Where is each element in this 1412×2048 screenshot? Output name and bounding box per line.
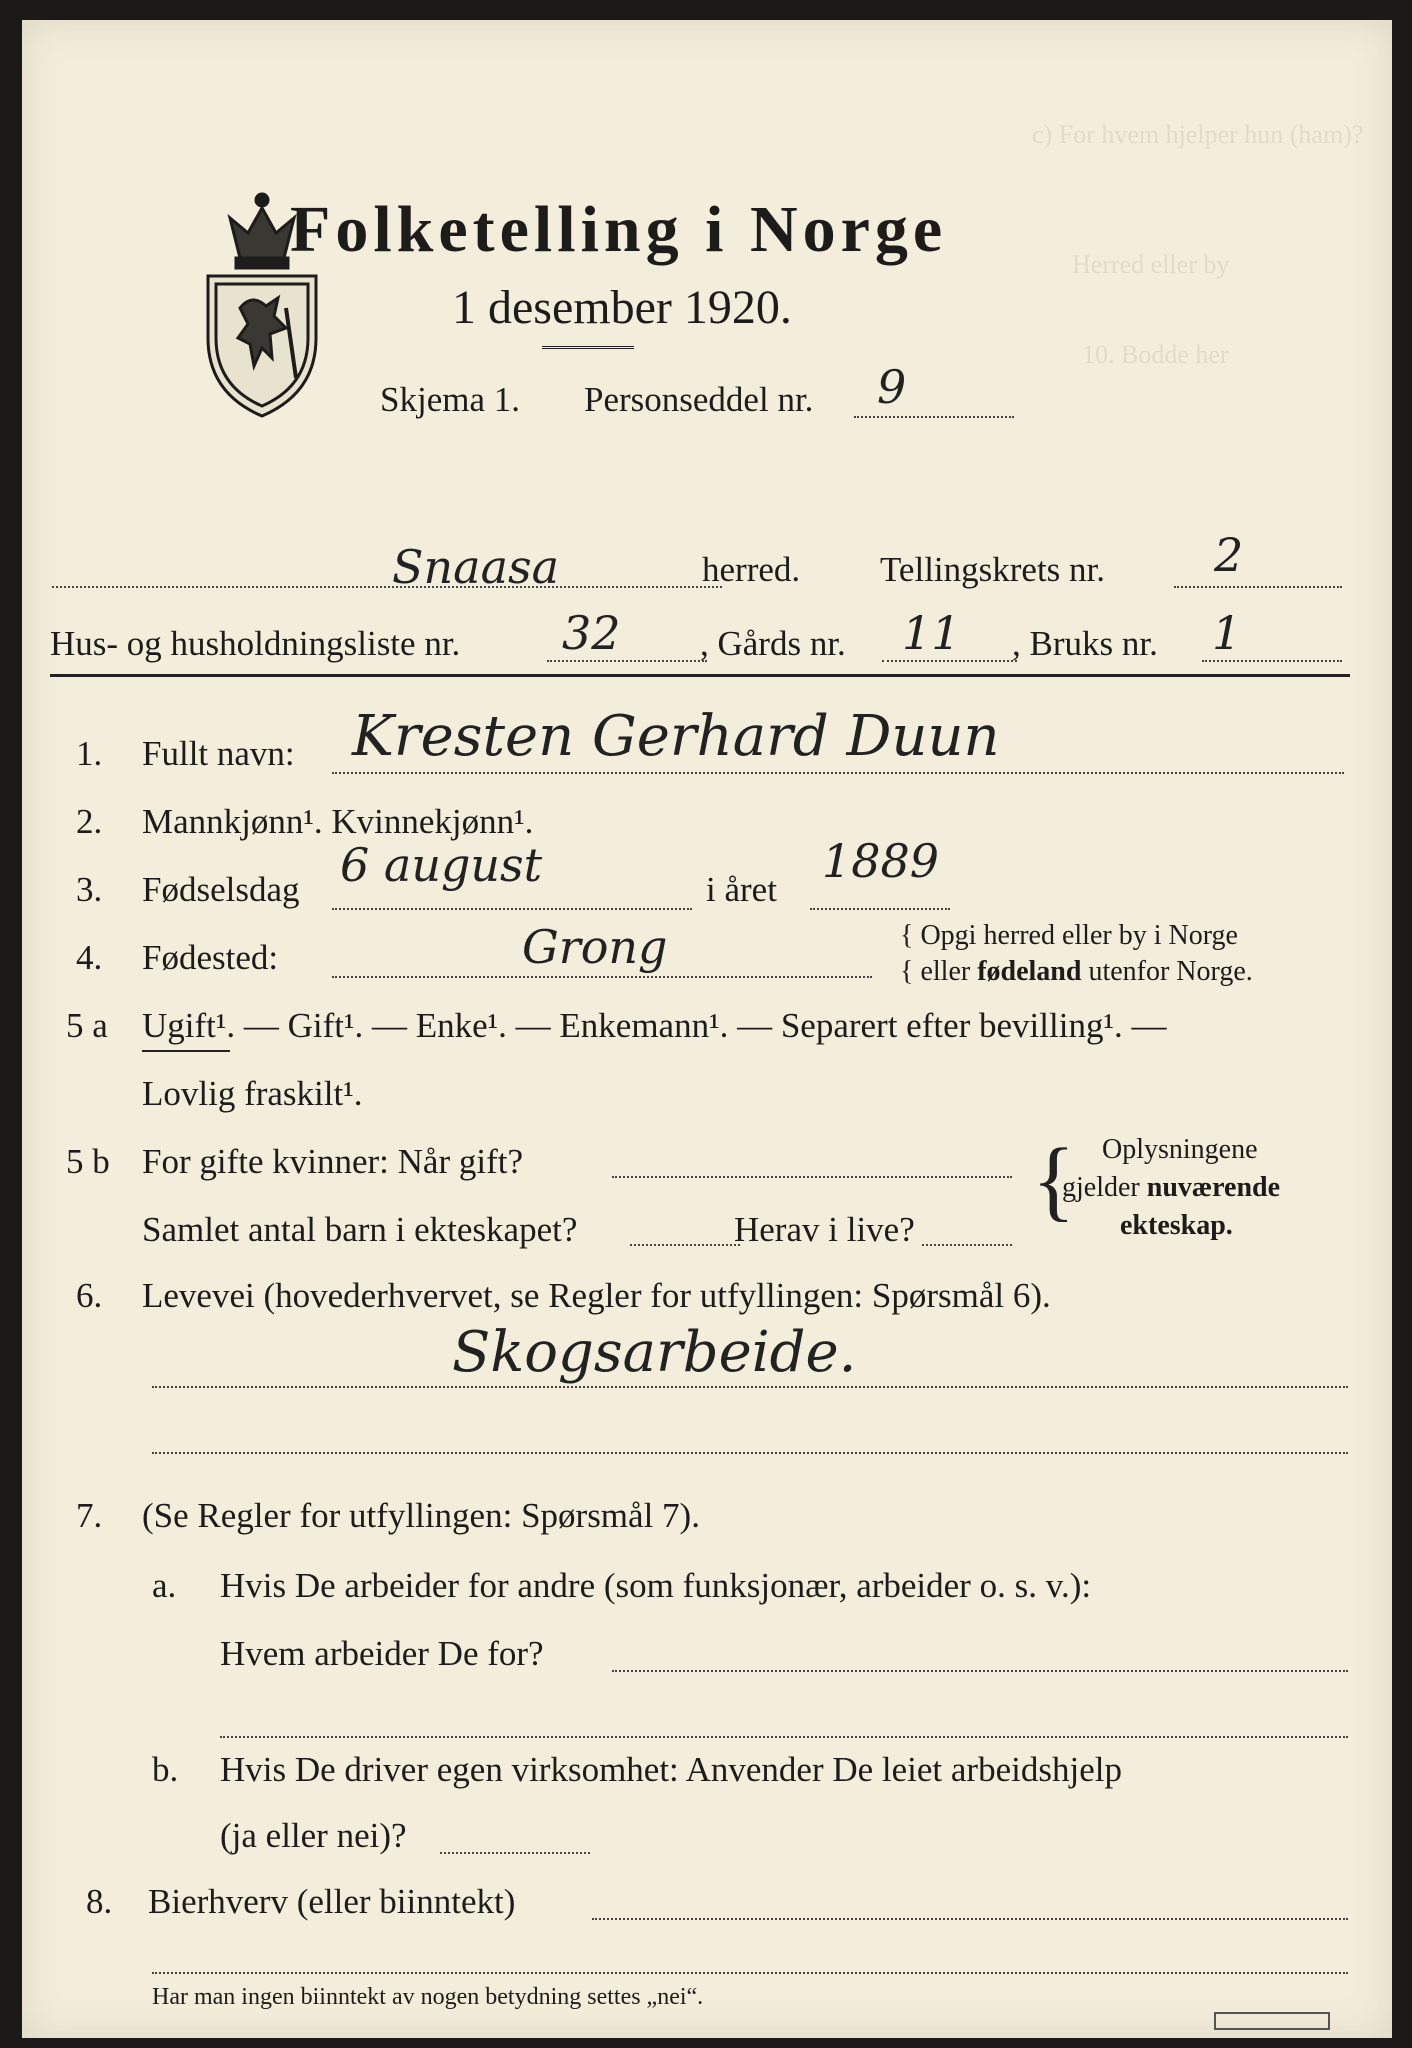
bruks-line xyxy=(1202,660,1342,662)
q5b-note2b: nuværende xyxy=(1146,1172,1281,1203)
personseddel-line xyxy=(854,416,1014,418)
q4-note-text1: Opgi herred eller by i Norge xyxy=(920,920,1238,951)
q5b-children-line xyxy=(630,1244,740,1246)
gards-value: 11 xyxy=(902,606,961,660)
q7-number: 7. xyxy=(76,1496,103,1535)
tellingskrets-value: 2 xyxy=(1214,528,1244,582)
herred-value: Snaasa xyxy=(392,540,560,594)
gards-line xyxy=(882,660,1017,662)
q7b-label: Hvis De driver egen virksomhet: Anvender De leiet arbeidshjelp xyxy=(220,1750,1122,1789)
q7-label: (Se Regler for utfyllingen: Spørsmål 7). xyxy=(142,1496,700,1535)
q8-line2 xyxy=(152,1972,1348,1974)
q5b-married-line xyxy=(612,1176,1012,1178)
footer-note: Har man ingen biinntekt av nogen betydning settes „nei“. xyxy=(152,1984,704,2010)
q4-note-line2: { eller fødeland utenfor Norge. xyxy=(900,956,1253,987)
hus-value: 32 xyxy=(562,606,621,660)
bruks-value: 1 xyxy=(1212,606,1242,660)
q5a-line1: Ugift¹. — Gift¹. — Enke¹. — Enkemann¹. — Separert efter bevilling¹. — xyxy=(142,1006,1167,1045)
q7a-sub: Hvem arbeider De for? xyxy=(220,1634,544,1673)
tellingskrets-line xyxy=(1174,586,1342,588)
q3-year-value: 1889 xyxy=(822,834,940,888)
q4-number: 4. xyxy=(76,938,103,977)
header-rule xyxy=(50,674,1350,677)
q1-label: Fullt navn: xyxy=(142,734,295,773)
schema-label: Skjema 1. xyxy=(380,380,520,419)
q5b-note3: ekteskap. xyxy=(1120,1210,1233,1241)
q4-label: Fødested: xyxy=(142,938,279,977)
q5b-label3: Herav i live? xyxy=(734,1210,915,1249)
q7b-number: b. xyxy=(152,1750,179,1789)
q5b-note2a: gjelder xyxy=(1062,1172,1140,1203)
q3-label: Fødselsdag xyxy=(142,870,300,909)
hus-label: Hus- og husholdningsliste nr. xyxy=(50,624,461,663)
q5b-note2 xyxy=(1062,1172,1280,1204)
form-title: Folketelling i Norge xyxy=(290,193,948,266)
q4-note-text2b: fødeland xyxy=(977,956,1082,987)
q4-note-line1: { Opgi herred eller by i Norge xyxy=(900,920,1238,951)
q4-note-text2c: utenfor Norge. xyxy=(1088,956,1253,987)
q6-number: 6. xyxy=(76,1276,103,1315)
q5a-number: 5 a xyxy=(66,1006,108,1045)
q4-note-text2a: eller xyxy=(920,956,971,987)
hus-line xyxy=(547,660,707,662)
herred-line xyxy=(52,586,722,588)
title-divider xyxy=(542,346,634,349)
bruks-label: , Bruks nr. xyxy=(1012,624,1158,663)
q3-number: 3. xyxy=(76,870,103,909)
q6-line1 xyxy=(152,1386,1348,1388)
personseddel-label: Personseddel nr. xyxy=(584,380,814,419)
census-date: 1 desember 1920. xyxy=(452,281,792,334)
q4-value: Grong xyxy=(522,920,668,974)
q1-line xyxy=(332,772,1344,774)
q1-value: Kresten Gerhard Duun xyxy=(352,704,1000,769)
q6-value: Skogsarbeide. xyxy=(452,1320,857,1385)
q5b-number: 5 b xyxy=(66,1142,110,1181)
q8-label: Bierhverv (eller biinntekt) xyxy=(148,1882,516,1921)
q7b-sub: (ja eller nei)? xyxy=(220,1816,407,1855)
q4-line xyxy=(332,976,872,978)
q3-year-label: i året xyxy=(706,870,777,909)
q3-value: 6 august xyxy=(340,838,543,892)
q5b-brace: { xyxy=(1032,1131,1076,1230)
gards-label: , Gårds nr. xyxy=(700,624,846,663)
q3-year-line xyxy=(810,908,950,910)
q5b-label2: Samlet antal barn i ekteskapet? xyxy=(142,1210,578,1249)
q5a-line2: Lovlig fraskilt¹. xyxy=(142,1074,363,1113)
tellingskrets-label: Tellingskrets nr. xyxy=(880,550,1106,589)
q5b-label1: For gifte kvinner: Når gift? xyxy=(142,1142,524,1181)
q6-label: Levevei (hovederhvervet, se Regler for utfyllingen: Spørsmål 6). xyxy=(142,1276,1051,1315)
census-form-page: c) For hvem hjelper hun (ham)? Herred eller by 10. Bodde her Folketelling i Norge 1 desember 1920. Skjema 1. Personseddel nr. 9 Snaasa herred. Tellingskrets nr. 2 Hus- og husholdningsliste nr. 32 , Gårds nr. 11 , Bruks nr. 1 1. Fullt navn: Kresten Gerhard Duun 2. Mannkjønn¹. Kvinnekjønn¹. 3. Fødselsdag 6 august i året 1889 4. Fødested: Grong { Opgi herred eller by i Norge { eller fødeland utenfor Norge. 5 a Ugift¹. — Gift¹. — Enke¹. — Enkemann¹. — Separert efter bevilling¹. — Lovlig fraskilt¹. 5 b For gifte kvinner: Når gift? Samlet antal barn i ekteskapet? Herav i live? { Oplysningene gjelder nuværende ekteskap. 6. Levevei (hovederhvervet, se Regler for utfyllingen: Spørsmål 6). Skogsarbeide. 7. (Se Regler for utfyllingen: Spørsmål 7). a. Hvis De arbeider for andre (som funksjonær, arbeider o. s. v.): Hvem arbeider De for? b. Hvis De driver egen virksomhet: Anvender De leiet arbeidshjelp (ja eller nei)? 8. Bierhverv (eller biinntekt) Har man ingen biinntekt av nogen betydning settes „nei“. xyxy=(22,20,1392,2038)
q6-line2 xyxy=(152,1452,1348,1454)
q5b-alive-line xyxy=(922,1244,1012,1246)
q5b-note1: Oplysningene xyxy=(1102,1134,1258,1165)
q7a-line2 xyxy=(220,1736,1348,1738)
q3-line xyxy=(332,908,692,910)
q7b-line xyxy=(440,1852,590,1854)
q1-number: 1. xyxy=(76,734,103,773)
q7a-number: a. xyxy=(152,1566,177,1605)
q7a-label: Hvis De arbeider for andre (som funksjonær, arbeider o. s. v.): xyxy=(220,1566,1092,1605)
q2-number: 2. xyxy=(76,802,103,841)
personseddel-value: 9 xyxy=(877,360,907,414)
q7a-line1 xyxy=(612,1670,1348,1672)
q8-line1 xyxy=(592,1918,1348,1920)
q8-number: 8. xyxy=(86,1882,113,1921)
herred-label: herred. xyxy=(702,550,801,589)
printer-stamp xyxy=(1214,2012,1330,2030)
q2-label: Mannkjønn¹. Kvinnekjønn¹. xyxy=(142,802,534,841)
ugift-underline xyxy=(142,1050,230,1052)
